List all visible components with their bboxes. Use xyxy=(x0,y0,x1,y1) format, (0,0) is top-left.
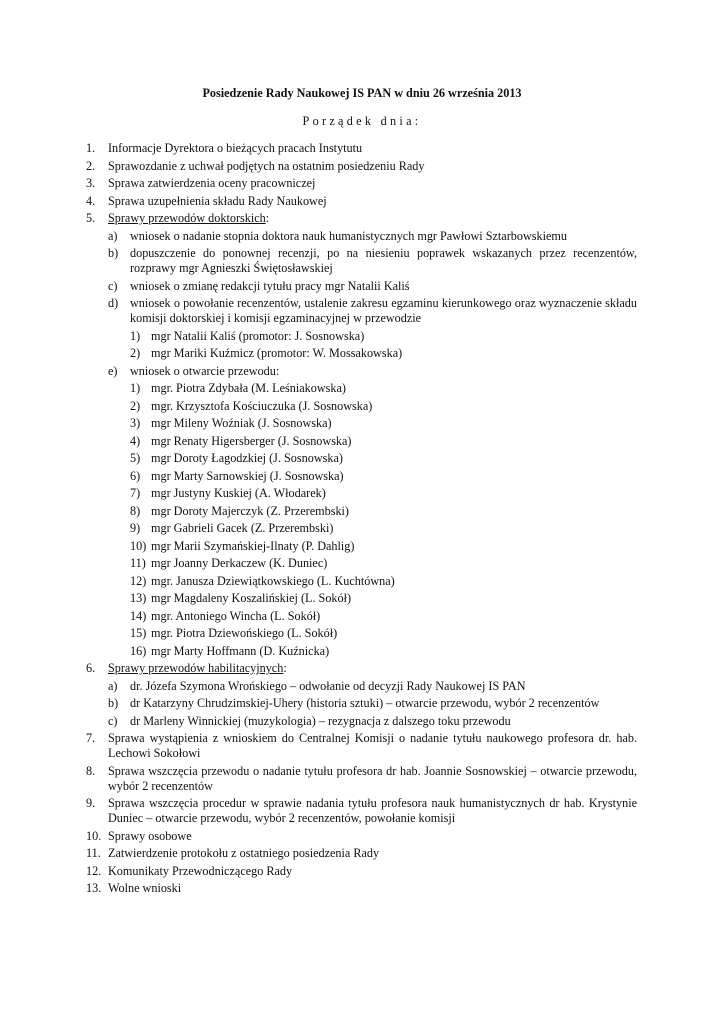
item-number: 9. xyxy=(86,796,96,810)
agenda-subitem xyxy=(0,229,724,244)
item-text: mgr Mileny Woźniak (J. Sosnowska) xyxy=(151,416,332,430)
agenda-item xyxy=(0,881,724,896)
item-text: mgr Gabrieli Gacek (Z. Przerembski) xyxy=(151,521,334,535)
item-number: 4. xyxy=(86,193,96,208)
item-text xyxy=(108,211,637,226)
agenda-subsubitem xyxy=(0,469,724,484)
item-number: b) xyxy=(108,246,119,260)
agenda-item xyxy=(0,141,724,156)
item-number: 14) xyxy=(130,608,147,623)
agenda-subsubitem xyxy=(0,521,724,536)
item-number: 5) xyxy=(130,451,141,465)
item-number: 1) xyxy=(130,381,141,395)
item-text: dr. Józefa Szymona Wrońskiego – odwołanie od decyzji Rady Naukowej IS PAN xyxy=(130,678,526,693)
agenda-item xyxy=(0,829,724,844)
item-number: 13. xyxy=(86,881,102,895)
item-number: 1) xyxy=(130,328,141,343)
agenda-list xyxy=(0,141,724,899)
agenda-item xyxy=(0,211,724,226)
agenda-item xyxy=(0,764,724,794)
item-number: 11) xyxy=(130,556,146,570)
item-number: 11. xyxy=(86,846,101,860)
item-text: Sprawa wszczęcia przewodu o nadanie tytułu profesora dr hab. Joannie Sosnowskiej – otwarcie przewodu, wybór 2 recenzentów xyxy=(108,763,637,793)
item-text: wniosek o nadanie stopnia doktora nauk humanistycznych mgr Pawłowi Sztarbowskiemu xyxy=(130,228,567,243)
item-number: a) xyxy=(108,678,118,693)
item-number: 2) xyxy=(130,346,141,360)
item-text xyxy=(108,661,637,676)
agenda-subsubitem xyxy=(0,434,724,449)
item-number: e) xyxy=(108,363,118,378)
item-number: 10. xyxy=(86,828,102,843)
agenda-subitem xyxy=(0,246,724,276)
item-number: 6. xyxy=(86,661,96,675)
item-text: Zatwierdzenie protokołu z ostatniego posiedzenia Rady xyxy=(108,846,380,860)
item-number: 7) xyxy=(130,486,141,500)
agenda-subsubitem xyxy=(0,416,724,431)
item-text: Komunikaty Przewodniczącego Rady xyxy=(108,863,293,878)
item-text: dopuszczenie do ponownej recenzji, po na niesieniu poprawek wskazanych przez recenzentów, rozprawy mgr Agnieszki Świętosławskiej xyxy=(130,246,637,275)
agenda-subitem xyxy=(0,364,724,379)
section-heading: Sprawy przewodów doktorskich xyxy=(108,211,266,225)
item-number: 8. xyxy=(86,763,96,778)
item-text: dr Katarzyny Chrudzimskiej-Uhery (historia sztuki) – otwarcie przewodu, wybór 2 recenzentów xyxy=(130,696,600,710)
agenda-subitem xyxy=(0,679,724,694)
agenda-item xyxy=(0,796,724,826)
item-number: 3) xyxy=(130,416,141,430)
item-text: Informacje Dyrektora o bieżących pracach Instytutu xyxy=(108,141,363,155)
item-text: Sprawa zatwierdzenia oceny pracowniczej xyxy=(108,176,316,190)
item-text: mgr. Antoniego Wincha (L. Sokół) xyxy=(151,608,321,623)
item-number: 12. xyxy=(86,863,102,878)
agenda-subitem xyxy=(0,696,724,711)
item-text: Sprawozdanie z uchwał podjętych na ostatnim posiedzeniu Rady xyxy=(108,158,425,173)
item-number: 16) xyxy=(130,643,147,658)
agenda-subsubitem xyxy=(0,556,724,571)
agenda-item xyxy=(0,159,724,174)
item-text: Sprawy osobowe xyxy=(108,828,192,843)
item-text: wniosek o powołanie recenzentów, ustalenie zakresu egzaminu kierunkowego oraz wyznaczenie składu komisji doktorskiej i komisji egzaminacyjnej w przewodzie xyxy=(130,296,637,325)
item-text: mgr Justyny Kuskiej (A. Włodarek) xyxy=(151,486,326,500)
item-number: d) xyxy=(108,296,119,310)
item-text: mgr. Janusza Dziewiątkowskiego (L. Kuchtówna) xyxy=(151,573,395,588)
item-number: 1. xyxy=(86,141,96,155)
agenda-subsubitem xyxy=(0,644,724,659)
item-number: a) xyxy=(108,228,118,243)
item-number: c) xyxy=(108,713,118,728)
item-number: 10) xyxy=(130,538,147,553)
item-text: mgr Marty Sarnowskiej (J. Sosnowska) xyxy=(151,468,344,483)
agenda-subsubitem xyxy=(0,346,724,361)
item-text: mgr. Piotra Dziewońskiego (L. Sokół) xyxy=(151,626,338,640)
agenda-subsubitem xyxy=(0,451,724,466)
item-text: mgr Natalii Kaliś (promotor: J. Sosnowska) xyxy=(151,328,365,343)
item-text: Sprawa wystąpienia z wnioskiem do Centralnej Komisji o nadanie tytułu naukowego profesora dr. hab. Lechowi Sokołowi xyxy=(108,731,637,760)
agenda-item xyxy=(0,731,724,761)
heading-colon: : xyxy=(283,661,287,675)
item-text: mgr Mariki Kuźmicz (promotor: W. Mossakowska) xyxy=(151,346,403,360)
agenda-subitem xyxy=(0,279,724,294)
item-number: 15) xyxy=(130,626,147,640)
item-text: mgr Renaty Higersberger (J. Sosnowska) xyxy=(151,433,352,448)
agenda-subsubitem xyxy=(0,574,724,589)
item-text: mgr. Piotra Zdybała (M. Leśniakowska) xyxy=(151,381,346,395)
item-text: dr Marleny Winnickiej (muzykologia) – rezygnacja z dalszego toku przewodu xyxy=(130,713,511,728)
item-number: 4) xyxy=(130,433,141,448)
item-number: 7. xyxy=(86,731,96,745)
agenda-item xyxy=(0,846,724,861)
agenda-subsubitem xyxy=(0,609,724,624)
item-text: mgr Magdaleny Koszalińskiej (L. Sokół) xyxy=(151,591,352,605)
item-text: mgr Marty Hoffmann (D. Kuźnicka) xyxy=(151,643,330,658)
item-text: mgr Doroty Majerczyk (Z. Przerembski) xyxy=(151,503,349,518)
agenda-item xyxy=(0,864,724,879)
item-text: mgr Doroty Łagodzkiej (J. Sosnowska) xyxy=(151,451,343,465)
item-text: Wolne wnioski xyxy=(108,881,182,895)
agenda-item xyxy=(0,194,724,209)
item-number: c) xyxy=(108,278,118,293)
agenda-subsubitem xyxy=(0,591,724,606)
agenda-item xyxy=(0,176,724,191)
item-number: b) xyxy=(108,696,119,710)
item-text: mgr Joanny Derkaczew (K. Duniec) xyxy=(151,556,328,570)
agenda-subsubitem xyxy=(0,486,724,501)
section-heading: Sprawy przewodów habilitacyjnych xyxy=(108,661,284,675)
item-number: 12) xyxy=(130,573,147,588)
item-text: mgr Marii Szymańskiej-Ilnaty (P. Dahlig) xyxy=(151,538,355,553)
agenda-subsubitem xyxy=(0,504,724,519)
agenda-subitem xyxy=(0,714,724,729)
item-number: 2. xyxy=(86,158,96,173)
agenda-subsubitem xyxy=(0,539,724,554)
item-number: 8) xyxy=(130,503,141,518)
item-text: wniosek o zmianę redakcji tytułu pracy mgr Natalii Kaliś xyxy=(130,278,410,293)
item-number: 9) xyxy=(130,521,141,535)
agenda-heading: Porządek dnia: xyxy=(302,114,422,128)
agenda-subsubitem xyxy=(0,381,724,396)
item-number: 6) xyxy=(130,468,141,483)
agenda-subsubitem xyxy=(0,399,724,414)
item-text: Sprawa wszczęcia procedur w sprawie nadania tytułu profesora nauk humanistycznych dr hab. Krystynie Duniec – otwarcie przewodu, wybór 2 recenzentów, powołanie komisji xyxy=(108,796,637,825)
item-number: 13) xyxy=(130,591,147,605)
agenda-subsubitem xyxy=(0,329,724,344)
agenda-subitem xyxy=(0,296,724,326)
item-number: 3. xyxy=(86,176,96,190)
item-number: 2) xyxy=(130,398,141,413)
heading-colon: : xyxy=(265,211,270,225)
item-text: Sprawa uzupełnienia składu Rady Naukowej xyxy=(108,193,327,208)
item-text: wniosek o otwarcie przewodu: xyxy=(130,363,280,378)
agenda-subsubitem xyxy=(0,626,724,641)
item-number: 5. xyxy=(86,211,96,225)
document-title: Posiedzenie Rady Naukowej IS PAN w dniu 26 września 2013 xyxy=(202,86,522,100)
item-text: mgr. Krzysztofa Kościuczuka (J. Sosnowska) xyxy=(151,398,373,413)
agenda-item xyxy=(0,661,724,676)
